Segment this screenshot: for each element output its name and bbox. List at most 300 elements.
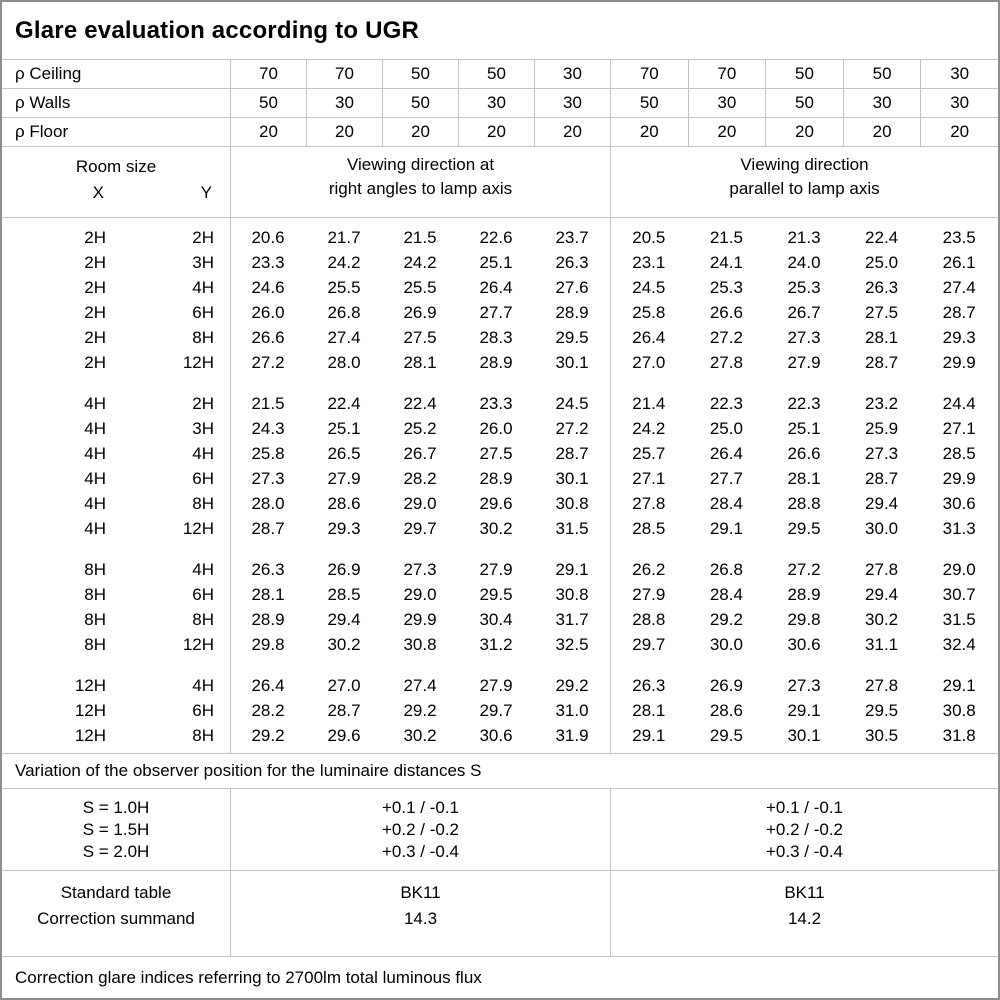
- ugr-value: 26.4: [479, 278, 513, 297]
- ugr-value: 29.5: [709, 726, 743, 745]
- reflectance-value: 20: [843, 118, 921, 146]
- xy-header-line: [2, 183, 230, 203]
- ugr-value: 30.2: [865, 610, 899, 629]
- ugr-value: 27.5: [479, 444, 513, 463]
- ugr-value: 28.5: [632, 519, 666, 538]
- room-x-value: 4H: [84, 419, 106, 438]
- ugr-value: 21.5: [403, 228, 437, 247]
- ugr-value: 24.5: [555, 394, 589, 413]
- ugr-value: 22.4: [403, 394, 437, 413]
- reflectance-value: 50: [230, 89, 306, 117]
- room-y-value: 3H: [192, 253, 214, 272]
- ugr-value: 26.1: [942, 253, 976, 272]
- ugr-data-area: [2, 218, 998, 754]
- room-x-value: 8H: [84, 560, 106, 579]
- ugr-value: 28.5: [327, 585, 361, 604]
- ugr-value: 26.6: [709, 303, 743, 322]
- ugr-value: 32.4: [942, 635, 976, 654]
- ugr-value: 26.8: [327, 303, 361, 322]
- reflectance-value: 20: [765, 118, 843, 146]
- ugr-value: 29.1: [555, 560, 589, 579]
- ugr-value: 28.7: [251, 519, 285, 538]
- ugr-value: 24.6: [251, 278, 285, 297]
- ugr-value: 24.1: [709, 253, 743, 272]
- ugr-value: 24.2: [327, 253, 361, 272]
- ugr-value: 31.8: [942, 726, 976, 745]
- ugr-value: 23.3: [251, 253, 285, 272]
- s-label: S = 1.0H: [82, 798, 150, 817]
- table-row: [2, 250, 998, 275]
- ugr-value: 25.7: [632, 444, 666, 463]
- ugr-value: 29.1: [942, 676, 976, 695]
- standard-table-value: BK11: [400, 883, 441, 902]
- ugr-value: 28.1: [251, 585, 285, 604]
- ugr-value: 25.0: [865, 253, 899, 272]
- ugr-value: 22.3: [709, 394, 743, 413]
- ugr-value: 25.5: [327, 278, 361, 297]
- reflectance-value: 20: [382, 118, 458, 146]
- ugr-value: 23.7: [555, 228, 589, 247]
- ugr-value: 27.8: [709, 353, 743, 372]
- room-y-value: 4H: [192, 278, 214, 297]
- reflectance-value: 20: [610, 118, 688, 146]
- ugr-value: 29.7: [403, 519, 437, 538]
- ugr-value: 24.0: [787, 253, 821, 272]
- table-row: [2, 416, 998, 441]
- ugr-value: 29.1: [632, 726, 666, 745]
- ugr-value: 27.2: [555, 419, 589, 438]
- ugr-value: 29.2: [251, 726, 285, 745]
- ugr-value: 30.0: [709, 635, 743, 654]
- group2-header-line1: Viewing direction: [740, 155, 869, 174]
- ugr-value: 30.8: [555, 494, 589, 513]
- ugr-value: 29.5: [555, 328, 589, 347]
- ugr-value: 28.9: [555, 303, 589, 322]
- ugr-value: 29.3: [942, 328, 976, 347]
- room-y-value: 6H: [192, 303, 214, 322]
- ugr-value: 29.2: [403, 701, 437, 720]
- ugr-value: 26.7: [403, 444, 437, 463]
- ugr-value: 28.2: [403, 469, 437, 488]
- room-y-value: 8H: [192, 494, 214, 513]
- room-size-group-1: [2, 225, 998, 375]
- ugr-value: 31.7: [555, 610, 589, 629]
- ugr-value: 28.0: [251, 494, 285, 513]
- summary-group1-column: [230, 871, 610, 956]
- ugr-value: 27.9: [787, 353, 821, 372]
- reflectance-value: 70: [610, 60, 688, 88]
- ugr-value: 23.5: [942, 228, 976, 247]
- table-row: [2, 275, 998, 300]
- ugr-value: 25.3: [787, 278, 821, 297]
- y-column-label: Y: [200, 183, 212, 202]
- ugr-value: 26.3: [251, 560, 285, 579]
- table-row: [2, 557, 998, 582]
- ugr-value: 29.5: [787, 519, 821, 538]
- ugr-value: 27.4: [942, 278, 976, 297]
- reflectance-value: 50: [765, 60, 843, 88]
- ugr-value: 29.1: [787, 701, 821, 720]
- ugr-value: 24.4: [942, 394, 976, 413]
- room-x-value: 4H: [84, 444, 106, 463]
- room-y-value: 4H: [192, 444, 214, 463]
- ugr-value: 27.0: [327, 676, 361, 695]
- reflectance-value: 30: [534, 89, 610, 117]
- ugr-value: 27.0: [632, 353, 666, 372]
- ugr-value: 29.9: [942, 469, 976, 488]
- ugr-value: 28.4: [709, 494, 743, 513]
- table-row: [2, 698, 998, 723]
- ugr-value: 28.9: [479, 469, 513, 488]
- ugr-value: 29.6: [327, 726, 361, 745]
- ugr-value: 23.3: [479, 394, 513, 413]
- ugr-value: 28.7: [865, 469, 899, 488]
- ugr-value: 30.8: [555, 585, 589, 604]
- ugr-value: 27.9: [479, 560, 513, 579]
- ugr-value: 27.1: [942, 419, 976, 438]
- ugr-value: 25.9: [865, 419, 899, 438]
- room-y-value: 6H: [192, 469, 214, 488]
- ugr-value: 27.7: [709, 469, 743, 488]
- room-x-value: 2H: [84, 253, 106, 272]
- s-group1-column: [230, 789, 610, 870]
- ugr-value: 29.9: [403, 610, 437, 629]
- table-row: [2, 225, 998, 250]
- ugr-value: 23.1: [632, 253, 666, 272]
- ugr-value: 28.7: [942, 303, 976, 322]
- reflectance-value: 70: [230, 60, 306, 88]
- ugr-value: 27.8: [865, 560, 899, 579]
- table-row: [2, 466, 998, 491]
- ugr-value: 30.4: [479, 610, 513, 629]
- room-size-group-2: [2, 391, 998, 541]
- ugr-value: 30.8: [403, 635, 437, 654]
- ugr-value: 26.5: [327, 444, 361, 463]
- reflectance-value: 20: [306, 118, 382, 146]
- ugr-value: 28.1: [865, 328, 899, 347]
- footer-note: Correction glare indices referring to 2700lm total luminous flux: [15, 967, 482, 987]
- room-x-value: 4H: [84, 469, 106, 488]
- ugr-value: 28.1: [403, 353, 437, 372]
- table-row: [2, 673, 998, 698]
- room-size-label: Room size: [75, 157, 157, 176]
- ugr-value: 28.0: [327, 353, 361, 372]
- table-row: [2, 350, 998, 375]
- ugr-value: 29.0: [942, 560, 976, 579]
- room-y-value: 12H: [182, 353, 214, 372]
- ugr-value: 24.5: [632, 278, 666, 297]
- reflectance-value: 70: [688, 60, 766, 88]
- standard-table-value: BK11: [784, 883, 825, 902]
- room-x-value: 2H: [84, 303, 106, 322]
- reflectance-label-floor: ρ Floor: [15, 122, 69, 141]
- s-correction-value: +0.1 / -0.1: [765, 798, 844, 817]
- reflectance-row-ceiling: [2, 60, 998, 89]
- s-label: S = 2.0H: [82, 842, 150, 861]
- room-size-group-4: [2, 673, 998, 748]
- ugr-value: 29.5: [865, 701, 899, 720]
- ugr-value: 29.9: [942, 353, 976, 372]
- ugr-value: 31.9: [555, 726, 589, 745]
- ugr-value: 25.5: [403, 278, 437, 297]
- room-x-value: 4H: [84, 494, 106, 513]
- ugr-value: 26.6: [787, 444, 821, 463]
- ugr-value: 30.2: [479, 519, 513, 538]
- ugr-value: 30.1: [555, 469, 589, 488]
- ugr-value: 27.1: [632, 469, 666, 488]
- reflectance-value: 20: [534, 118, 610, 146]
- ugr-value: 28.9: [479, 353, 513, 372]
- room-x-value: 12H: [74, 676, 106, 695]
- reflectance-value: 30: [920, 89, 998, 117]
- room-y-value: 2H: [192, 394, 214, 413]
- ugr-value: 28.6: [327, 494, 361, 513]
- ugr-value: 30.1: [555, 353, 589, 372]
- table-row: [2, 723, 998, 748]
- table-row: [2, 582, 998, 607]
- ugr-value: 27.3: [251, 469, 285, 488]
- column-header-row: [2, 147, 998, 218]
- ugr-value: 21.5: [251, 394, 285, 413]
- ugr-value: 31.0: [555, 701, 589, 720]
- ugr-value: 26.0: [251, 303, 285, 322]
- s-label: S = 1.5H: [82, 820, 150, 839]
- ugr-value: 25.8: [251, 444, 285, 463]
- group-divider: [610, 218, 611, 753]
- reflectance-value: 30: [843, 89, 921, 117]
- s-correction-value: +0.3 / -0.4: [381, 842, 460, 861]
- ugr-value: 28.3: [479, 328, 513, 347]
- room-y-value: 8H: [192, 610, 214, 629]
- ugr-value: 27.4: [327, 328, 361, 347]
- ugr-value: 21.5: [709, 228, 743, 247]
- ugr-value: 27.3: [865, 444, 899, 463]
- table-row: [2, 632, 998, 657]
- ugr-value: 27.2: [787, 560, 821, 579]
- ugr-value: 30.8: [942, 701, 976, 720]
- ugr-value: 23.2: [865, 394, 899, 413]
- ugr-value: 29.0: [403, 585, 437, 604]
- ugr-value: 28.8: [787, 494, 821, 513]
- ugr-value: 26.6: [251, 328, 285, 347]
- ugr-value: 26.3: [632, 676, 666, 695]
- ugr-value: 26.9: [327, 560, 361, 579]
- room-x-value: 8H: [84, 610, 106, 629]
- ugr-value: 24.2: [632, 419, 666, 438]
- ugr-value: 28.2: [251, 701, 285, 720]
- ugr-value: 26.7: [787, 303, 821, 322]
- ugr-value: 26.3: [865, 278, 899, 297]
- reflectance-value: 20: [688, 118, 766, 146]
- ugr-value: 26.0: [479, 419, 513, 438]
- summary-group2-column: [610, 871, 998, 956]
- ugr-value: 31.2: [479, 635, 513, 654]
- table-row: [2, 325, 998, 350]
- table-row: [2, 607, 998, 632]
- ugr-value: 25.1: [327, 419, 361, 438]
- ugr-value: 27.2: [709, 328, 743, 347]
- ugr-value: 29.4: [327, 610, 361, 629]
- ugr-value: 24.3: [251, 419, 285, 438]
- reflectance-value: 50: [382, 89, 458, 117]
- ugr-value: 27.9: [327, 469, 361, 488]
- s-group2-column: [610, 789, 998, 870]
- ugr-value: 27.8: [632, 494, 666, 513]
- table-row: [2, 516, 998, 541]
- room-y-value: 8H: [192, 328, 214, 347]
- ugr-value: 21.7: [327, 228, 361, 247]
- ugr-value: 27.9: [632, 585, 666, 604]
- ugr-value: 26.9: [403, 303, 437, 322]
- correction-summand-value: 14.3: [403, 909, 438, 928]
- room-x-value: 12H: [74, 726, 106, 745]
- ugr-value: 22.3: [787, 394, 821, 413]
- group1-header-line1: Viewing direction at: [346, 155, 495, 174]
- ugr-value: 20.6: [251, 228, 285, 247]
- ugr-value: 30.2: [327, 635, 361, 654]
- ugr-value: 30.6: [787, 635, 821, 654]
- room-y-value: 6H: [192, 701, 214, 720]
- ugr-value: 32.5: [555, 635, 589, 654]
- ugr-value: 27.7: [479, 303, 513, 322]
- ugr-value: 30.6: [942, 494, 976, 513]
- ugr-value: 25.0: [709, 419, 743, 438]
- reflectance-label-walls: ρ Walls: [15, 93, 71, 112]
- ugr-value: 28.7: [865, 353, 899, 372]
- reflectance-value: 50: [458, 60, 534, 88]
- reflectance-value: 50: [610, 89, 688, 117]
- summary-labels-column: [2, 871, 230, 956]
- ugr-value: 22.4: [327, 394, 361, 413]
- room-y-value: 4H: [192, 560, 214, 579]
- ugr-value: 29.5: [479, 585, 513, 604]
- ugr-value: 26.4: [632, 328, 666, 347]
- label-column-divider: [230, 218, 231, 753]
- room-y-value: 12H: [182, 519, 214, 538]
- reflectance-value: 30: [458, 89, 534, 117]
- ugr-value: 22.6: [479, 228, 513, 247]
- room-x-value: 2H: [84, 228, 106, 247]
- ugr-value: 26.9: [709, 676, 743, 695]
- reflectance-value: 20: [230, 118, 306, 146]
- ugr-value: 30.0: [865, 519, 899, 538]
- table-row: [2, 441, 998, 466]
- ugr-value: 24.2: [403, 253, 437, 272]
- reflectance-value: 50: [765, 89, 843, 117]
- s-distance-block: [2, 789, 998, 871]
- s-correction-value: +0.1 / -0.1: [381, 798, 460, 817]
- group1-header: [230, 147, 610, 217]
- ugr-value: 27.8: [865, 676, 899, 695]
- reflectance-label-ceiling: ρ Ceiling: [15, 64, 82, 83]
- ugr-value: 29.6: [479, 494, 513, 513]
- ugr-value: 28.7: [555, 444, 589, 463]
- reflectance-row-walls: [2, 89, 998, 118]
- ugr-value: 31.5: [942, 610, 976, 629]
- ugr-value: 27.5: [865, 303, 899, 322]
- reflectance-value: 50: [843, 60, 921, 88]
- ugr-value: 30.5: [865, 726, 899, 745]
- ugr-value: 29.0: [403, 494, 437, 513]
- s-correction-value: +0.3 / -0.4: [765, 842, 844, 861]
- correction-summand-label: Correction summand: [37, 909, 195, 928]
- room-x-value: 2H: [84, 278, 106, 297]
- s-correction-value: +0.2 / -0.2: [765, 820, 844, 839]
- ugr-value: 28.1: [787, 469, 821, 488]
- ugr-value: 28.5: [942, 444, 976, 463]
- ugr-value: 31.5: [555, 519, 589, 538]
- ugr-value: 25.3: [709, 278, 743, 297]
- ugr-value: 29.3: [327, 519, 361, 538]
- ugr-value: 30.1: [787, 726, 821, 745]
- ugr-value: 25.1: [479, 253, 513, 272]
- ugr-value: 27.5: [403, 328, 437, 347]
- table-row: [2, 391, 998, 416]
- ugr-value: 28.9: [787, 585, 821, 604]
- ugr-value: 27.3: [787, 328, 821, 347]
- ugr-value: 30.2: [403, 726, 437, 745]
- ugr-value: 28.4: [709, 585, 743, 604]
- room-size-header: [2, 147, 230, 217]
- ugr-value: 29.7: [632, 635, 666, 654]
- ugr-value: 21.3: [787, 228, 821, 247]
- room-y-value: 4H: [192, 676, 214, 695]
- table-row: [2, 300, 998, 325]
- ugr-value: 28.9: [251, 610, 285, 629]
- ugr-value: 26.4: [709, 444, 743, 463]
- reflectance-value: 30: [920, 60, 998, 88]
- room-y-value: 12H: [182, 635, 214, 654]
- ugr-value: 29.4: [865, 585, 899, 604]
- ugr-value: 29.2: [555, 676, 589, 695]
- ugr-value: 30.6: [479, 726, 513, 745]
- ugr-value: 28.6: [709, 701, 743, 720]
- room-y-value: 2H: [192, 228, 214, 247]
- room-size-group-3: [2, 557, 998, 657]
- correction-summand-value: 14.2: [787, 909, 822, 928]
- ugr-value: 26.3: [555, 253, 589, 272]
- ugr-value: 31.3: [942, 519, 976, 538]
- x-column-label: X: [92, 183, 104, 202]
- room-x-value: 4H: [84, 519, 106, 538]
- ugr-value: 27.3: [787, 676, 821, 695]
- group2-header: [610, 147, 998, 217]
- room-x-value: 2H: [84, 328, 106, 347]
- room-y-value: 6H: [192, 585, 214, 604]
- reflectance-value: 20: [458, 118, 534, 146]
- ugr-value: 25.8: [632, 303, 666, 322]
- s-correction-value: +0.2 / -0.2: [381, 820, 460, 839]
- ugr-value: 28.8: [632, 610, 666, 629]
- s-labels-column: [2, 789, 230, 870]
- ugr-value: 29.8: [251, 635, 285, 654]
- reflectance-value: 20: [920, 118, 998, 146]
- page-title: Glare evaluation according to UGR: [2, 2, 998, 60]
- room-x-value: 4H: [84, 394, 106, 413]
- ugr-value: 27.9: [479, 676, 513, 695]
- ugr-value: 27.3: [403, 560, 437, 579]
- ugr-value: 25.2: [403, 419, 437, 438]
- variation-note: Variation of the observer position for the luminaire distances S: [2, 754, 998, 789]
- reflectance-value: 30: [688, 89, 766, 117]
- group2-header-line2: parallel to lamp axis: [729, 179, 880, 198]
- room-y-value: 3H: [192, 419, 214, 438]
- ugr-value: 28.7: [327, 701, 361, 720]
- ugr-value: 21.4: [632, 394, 666, 413]
- ugr-value: 26.4: [251, 676, 285, 695]
- ugr-value: 22.4: [865, 228, 899, 247]
- ugr-value: 29.1: [709, 519, 743, 538]
